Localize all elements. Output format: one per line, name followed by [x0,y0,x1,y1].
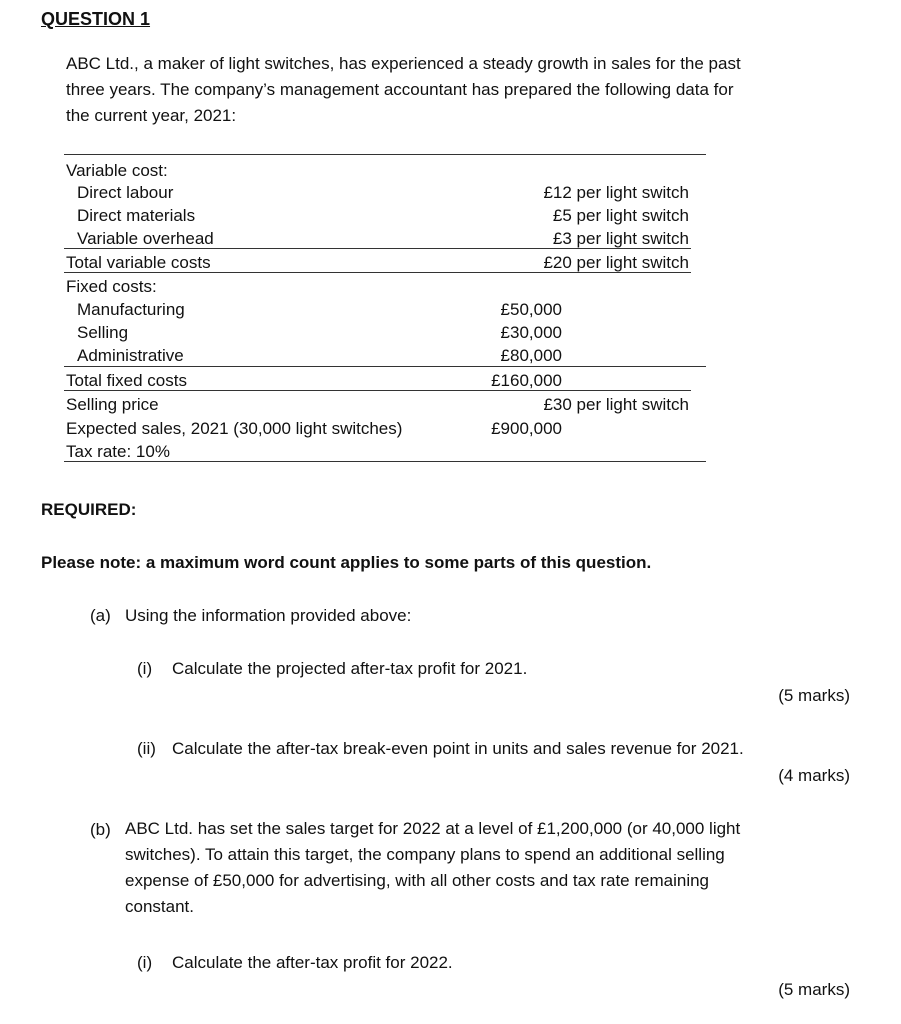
part-a-i-marks: (5 marks) [778,686,850,705]
row-label-total-fixed: Total fixed costs [66,371,187,390]
row-value-administrative: £80,000 [500,346,562,365]
intro-line: ABC Ltd., a maker of light switches, has experienced a steady growth in sales for the past [66,54,741,73]
fixed-subtotal-rule [64,366,706,367]
word-count-note: Please note: a maximum word count applies to some parts of this question. [41,553,652,572]
part-a-label: (a) [90,606,111,625]
row-value-variable-overhead: £3 per light switch [552,229,689,248]
part-b-i-text: Calculate the after-tax profit for 2022. [172,953,453,972]
part-b-line: constant. [125,897,194,916]
fixed-cost-header: Fixed costs: [66,277,157,296]
required-heading: REQUIRED: [41,500,137,519]
variable-cost-header: Variable cost: [66,161,168,180]
intro-line: three years. The company’s management accountant has prepared the following data for [66,80,734,99]
question-title: QUESTION 1 [41,9,151,29]
part-a-i-text: Calculate the projected after-tax profit for 2021. [172,659,528,678]
row-label-administrative: Administrative [77,346,184,365]
part-b-line: switches). To attain this target, the company plans to spend an additional selling [125,845,725,864]
row-value-total-fixed: £160,000 [491,371,562,390]
total-variable-rule [64,272,691,273]
part-a-ii-marks: (4 marks) [778,766,850,785]
row-value-selling: £30,000 [500,323,562,342]
part-b-i-label: (i) [137,953,153,972]
intro-paragraph [66,51,741,129]
row-label-manufacturing: Manufacturing [77,300,185,319]
part-a-i-label: (i) [137,659,153,678]
part-b-paragraph [125,816,852,920]
part-a-text: Using the information provided above: [125,606,412,625]
part-a-ii-label: (ii) [137,739,156,758]
part-a-ii-text: Calculate the after-tax break-even point in units and sales revenue for 2021. [172,739,744,758]
row-label-direct-materials: Direct materials [77,206,196,225]
part-b-label: (b) [90,820,111,839]
row-label-variable-overhead: Variable overhead [77,229,214,248]
row-value-direct-materials: £5 per light switch [552,206,689,225]
row-value-expected-sales: £900,000 [491,419,562,438]
total-fixed-rule [64,390,691,391]
row-label-direct-labour: Direct labour [77,183,174,202]
table-top-rule [64,154,706,155]
row-value-direct-labour: £12 per light switch [543,183,689,202]
row-tax-rate: Tax rate: 10% [66,442,170,461]
row-label-expected-sales: Expected sales, 2021 (30,000 light switches) [66,419,403,438]
intro-line: the current year, 2021: [66,106,237,125]
row-value-selling-price: £30 per light switch [543,395,689,414]
row-value-total-variable: £20 per light switch [543,253,689,272]
row-label-total-variable: Total variable costs [66,253,211,272]
row-value-manufacturing: £50,000 [500,300,562,319]
part-b-i-marks: (5 marks) [778,980,850,999]
part-b-line: expense of £50,000 for advertising, with all other costs and tax rate remaining [125,871,710,890]
row-label-selling-price: Selling price [66,395,159,414]
subtotal-rule [64,248,691,249]
table-bottom-rule [64,461,706,462]
row-label-selling: Selling [77,323,129,342]
part-b-line: ABC Ltd. has set the sales target for 2022 at a level of £1,200,000 (or 40,000 light [125,819,741,838]
